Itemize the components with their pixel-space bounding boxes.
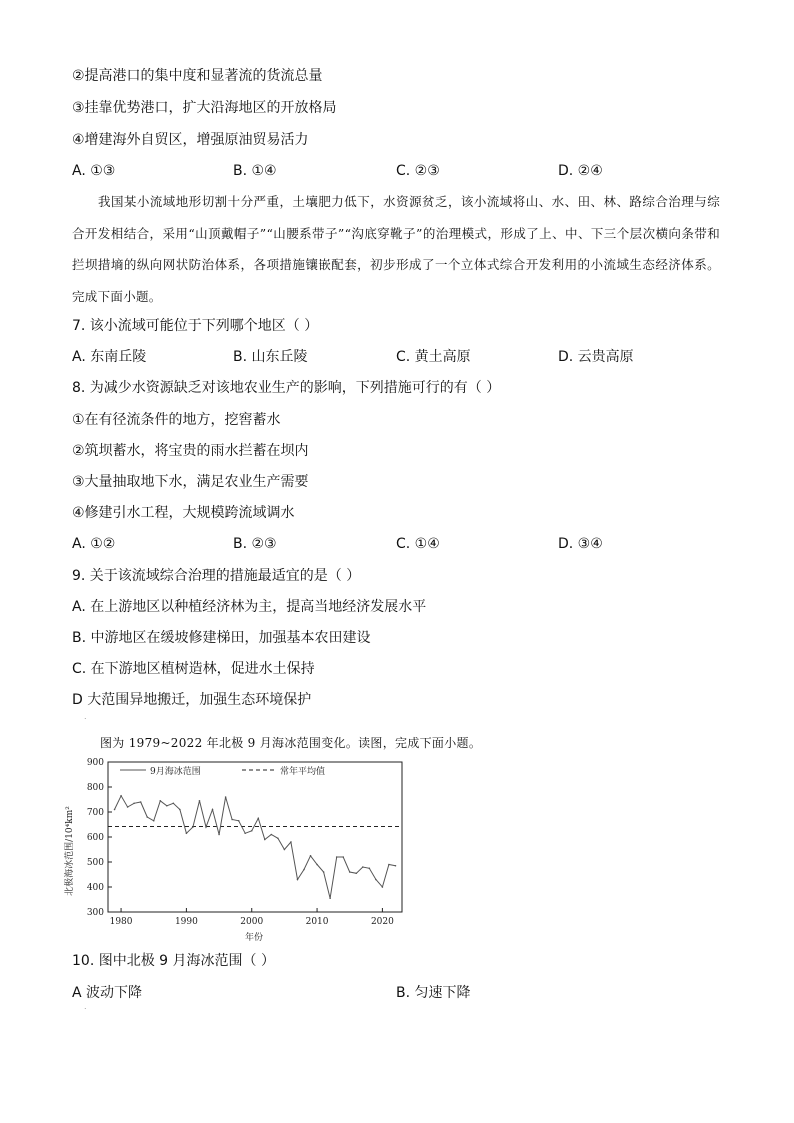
reading-passage: 我国某小流域地形切割十分严重，土壤肥力低下，水资源贫乏，该小流域将山、水、田、林、路综合治理与综合开发相结合，采用“山顶戴帽子”“山腰系带子”“沟底穿靴子”的治理模式，形成了上、中、下三个层次横向条带和拦坝措墒的纵向网状防治体系，各项措施镶嵌配套，初步形成了一个立体式综合开发利用的小流域生态经济体系。完成下面小题。 [72,194,720,304]
option-item-2: ②提高港口的集中度和显著流的货流总量 [72,68,323,84]
q8-item-4: ④修建引水工程，大规模跨流域调水 [72,505,295,521]
chart-legend [120,765,325,777]
x-tick-label: 1980 [109,917,133,927]
data-point [153,820,155,822]
data-point [349,871,351,873]
data-point [159,800,161,802]
q9-option-c: C. 在下游地区植树造林，促进水土保持 [72,661,315,677]
data-point [336,856,338,858]
q7-option-c: C. 黄土高原 [396,349,471,365]
data-point [382,886,384,888]
question-8-stem: 8. 为减少水资源缺乏对该地农业生产的影响，下列措施可行的有（ ） [72,380,501,396]
sea-ice-series-line [115,796,396,899]
data-point [395,865,397,867]
y-tick-label: 600 [86,833,104,843]
data-point [186,832,188,834]
q8-option-a: A. ①② [72,536,116,552]
sea-ice-chart [64,756,414,946]
y-tick-label: 700 [86,808,104,818]
data-point [146,816,148,818]
data-point [310,855,312,857]
data-point [238,820,240,822]
data-point [114,809,116,811]
q10-option-a: A 波动下降 [72,985,143,1001]
data-point [316,864,318,866]
data-point [140,801,142,803]
data-point [127,806,129,808]
q7-option-d: D. 云贵高原 [558,349,634,365]
option-item-4: ④增建海外自贸区，增强原油贸易活力 [72,132,309,148]
data-point [290,841,292,843]
data-point [225,796,227,798]
data-point [173,802,175,804]
y-axis-label: 北极海冰范围/10⁴km² [65,806,75,896]
data-point [271,834,273,836]
data-point [355,872,357,874]
q6-option-a: A. ①③ [72,163,116,179]
data-point [192,826,194,828]
question-10-stem: 10. 图中北极 9 月海冰范围（ ） [72,953,275,969]
legend-label-series: 9月海冰范围 [150,767,201,777]
q9-option-d: D 大范围异地搬迁，加强生态环境保护 [72,692,312,708]
figure-caption: 图为 1979~2022 年北极 9 月海冰范围变化。读图，完成下面小题。 [100,736,482,750]
q8-option-b: B. ②③ [233,536,277,552]
stray-mark: . [84,712,87,721]
x-tick-label: 2020 [370,917,394,927]
data-point [388,864,390,866]
data-point [303,869,305,871]
q6-option-b: B. ①④ [233,163,277,179]
q8-option-d: D. ③④ [558,536,603,552]
q10-option-b: B. 匀速下降 [396,985,471,1001]
x-tick-label: 2000 [240,917,264,927]
data-point [297,879,299,881]
data-point [199,800,201,802]
q6-option-d: D. ②④ [558,163,603,179]
data-point [212,809,214,811]
option-item-3: ③挂靠优势港口，扩大沿海地区的开放格局 [72,100,337,116]
data-point [120,795,122,797]
data-point [205,826,207,828]
data-point [166,805,168,807]
y-tick-label: 900 [86,758,104,768]
data-point [231,819,233,821]
q7-option-a: A. 东南丘陵 [72,349,147,365]
data-point [244,832,246,834]
data-point [362,866,364,868]
data-point [179,809,181,811]
y-tick-label: 500 [86,858,104,868]
data-point [264,839,266,841]
x-tick-label: 2010 [305,917,329,927]
q9-option-b: B. 中游地区在缓坡修建梯田，加强基本农田建设 [72,630,371,646]
data-point [218,834,220,836]
y-tick-label: 300 [86,908,104,918]
data-point [133,802,135,804]
chart-axes [108,762,402,912]
question-7-stem: 7. 该小流域可能位于下列哪个地区（ ） [72,318,319,334]
y-tick-label: 800 [86,783,104,793]
sea-ice-points [114,795,397,899]
q8-item-3: ③大量抽取地下水，满足农业生产需要 [72,474,309,490]
y-tick-label: 400 [86,883,104,893]
x-axis-label: 年份 [244,933,264,943]
plot-frame [108,762,402,912]
data-point [284,849,286,851]
q8-item-2: ②筑坝蓄水，将宝贵的雨水拦蓄在坝内 [72,443,309,459]
q9-option-a: A. 在上游地区以种植经济林为主，提高当地经济发展水平 [72,599,427,615]
question-9-stem: 9. 关于该流域综合治理的措施最适宜的是（ ） [72,568,361,584]
q6-option-c: C. ②③ [396,163,440,179]
stray-mark-2: . [84,1002,87,1011]
chart-ticks [87,758,394,927]
q8-item-1: ①在有径流条件的地方，挖窖蓄水 [72,412,281,428]
q7-option-b: B. 山东丘陵 [233,349,308,365]
data-point [251,830,253,832]
data-point [277,837,279,839]
data-point [369,867,371,869]
x-tick-label: 1990 [174,917,198,927]
data-point [323,871,325,873]
data-point [329,897,331,899]
data-point [375,879,377,881]
q8-option-c: C. ①④ [396,536,440,552]
legend-label-mean: 常年平均值 [280,767,326,777]
data-point [257,817,259,819]
data-point [342,856,344,858]
